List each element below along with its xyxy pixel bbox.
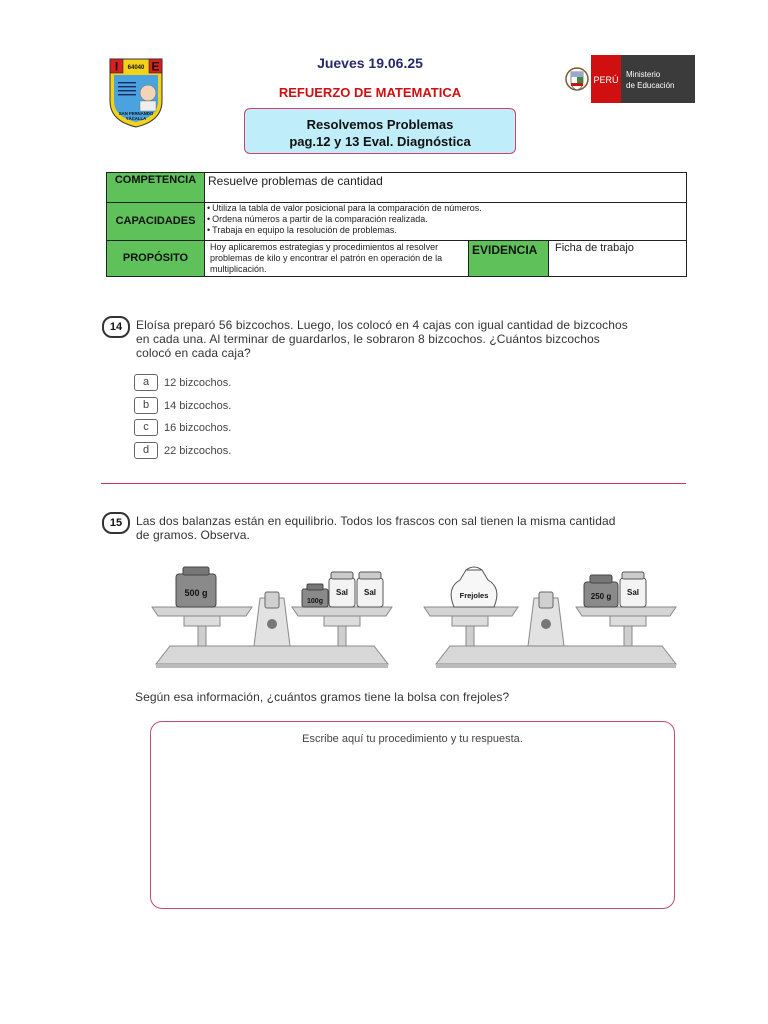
q14-line-3: colocó en cada caja? [136,346,251,360]
option-a[interactable] [134,374,231,391]
q15-line-1: Las dos balanzas están en equilibrio. Todos los frascos con sal tienen la misma cantidad [136,514,616,528]
salt-jar-label: Sal [363,588,377,597]
capacidad-item: • Trabaja en equipo la resolución de problemas. [207,225,684,236]
balance-scales-illustration [148,558,680,672]
option-c[interactable] [134,419,231,436]
section-divider [101,483,686,484]
logo-code: 64040 [127,65,145,71]
question-14-text [136,318,688,360]
evidencia-text: Ficha de trabajo [549,241,687,277]
competencia-text: Resuelve problemas de cantidad [205,173,687,203]
logo-letter-i: I [114,59,119,74]
logo-country: PERÚ [593,75,619,85]
ministry-logo [563,55,695,103]
weight-250-label: 250 g [590,592,612,601]
topic-line-2: pag.12 y 13 Eval. Diagnóstica [289,134,471,149]
option-text: 22 bizcochos. [164,444,232,457]
option-letter: b [134,397,158,414]
evidencia-label: EVIDENCIA [469,241,549,277]
option-text: 12 bizcochos. [164,376,232,389]
capacidades-label: CAPACIDADES [107,203,205,241]
logo-name-1: SAN FERNANDO [118,111,154,116]
proposito-label: PROPÓSITO [107,241,205,277]
salt-jar-label: Sal [626,588,640,597]
option-b[interactable] [134,397,231,414]
option-d[interactable] [134,442,231,459]
proposito-text: Hoy aplicaremos estrategias y procedimientos al resolver problemas de kilo y encontrar el patrón en operación de la multiplicación. [205,241,469,277]
option-text: 16 bizcochos. [164,421,232,434]
option-letter: a [134,374,158,391]
question-15-prompt: Según esa información, ¿cuántos gramos tiene la bolsa con frejoles? [135,690,510,704]
competencia-label: COMPETENCIA [107,173,205,203]
bag-label: Frejoles [459,591,489,600]
capacidad-item: • Utiliza la tabla de valor posicional para la comparación de números. [207,203,684,214]
question-15-text [136,514,688,542]
logo-name-2: YÁCALLA [125,116,147,121]
competency-table [106,172,687,277]
question-14-number: 14 [102,316,130,338]
q14-line-1: Eloísa preparó 56 bizcochos. Luego, los colocó en 4 cajas con igual cantidad de bizcochos [136,318,628,332]
balance-scale-2 [424,567,676,668]
capacidad-item: • Ordena números a partir de la comparación realizada. [207,214,684,225]
topic-line-1: Resolvemos Problemas [306,117,454,132]
topic-box [244,108,516,154]
balance-scale-1 [152,567,392,668]
option-letter: d [134,442,158,459]
subject-heading: REFUERZO DE MATEMATICA [278,85,462,100]
question-15-number: 15 [102,512,130,534]
q15-line-2: de gramos. Observa. [136,528,250,542]
q14-line-2: en cada una. Al terminar de guardarlos, le sobraron 8 bizcochos. ¿Cuántos bizcochos [136,332,600,346]
logo-ministry-2: de Educación [626,81,675,90]
answer-box[interactable] [150,721,675,909]
capacidades-list [205,203,687,241]
option-text: 14 bizcochos. [164,399,232,412]
logo-letter-e: E [151,59,160,74]
school-logo [106,55,166,129]
answer-box-prompt: Escribe aquí tu procedimiento y tu respuesta. [302,733,523,745]
date-heading: Jueves 19.06.25 [317,55,423,71]
weight-500-label: 500 g [184,588,208,598]
logo-ministry-1: Ministerio [626,70,661,79]
weight-100-label: 100g [307,598,323,605]
option-letter: c [134,419,158,436]
salt-jar-label: Sal [335,588,349,597]
